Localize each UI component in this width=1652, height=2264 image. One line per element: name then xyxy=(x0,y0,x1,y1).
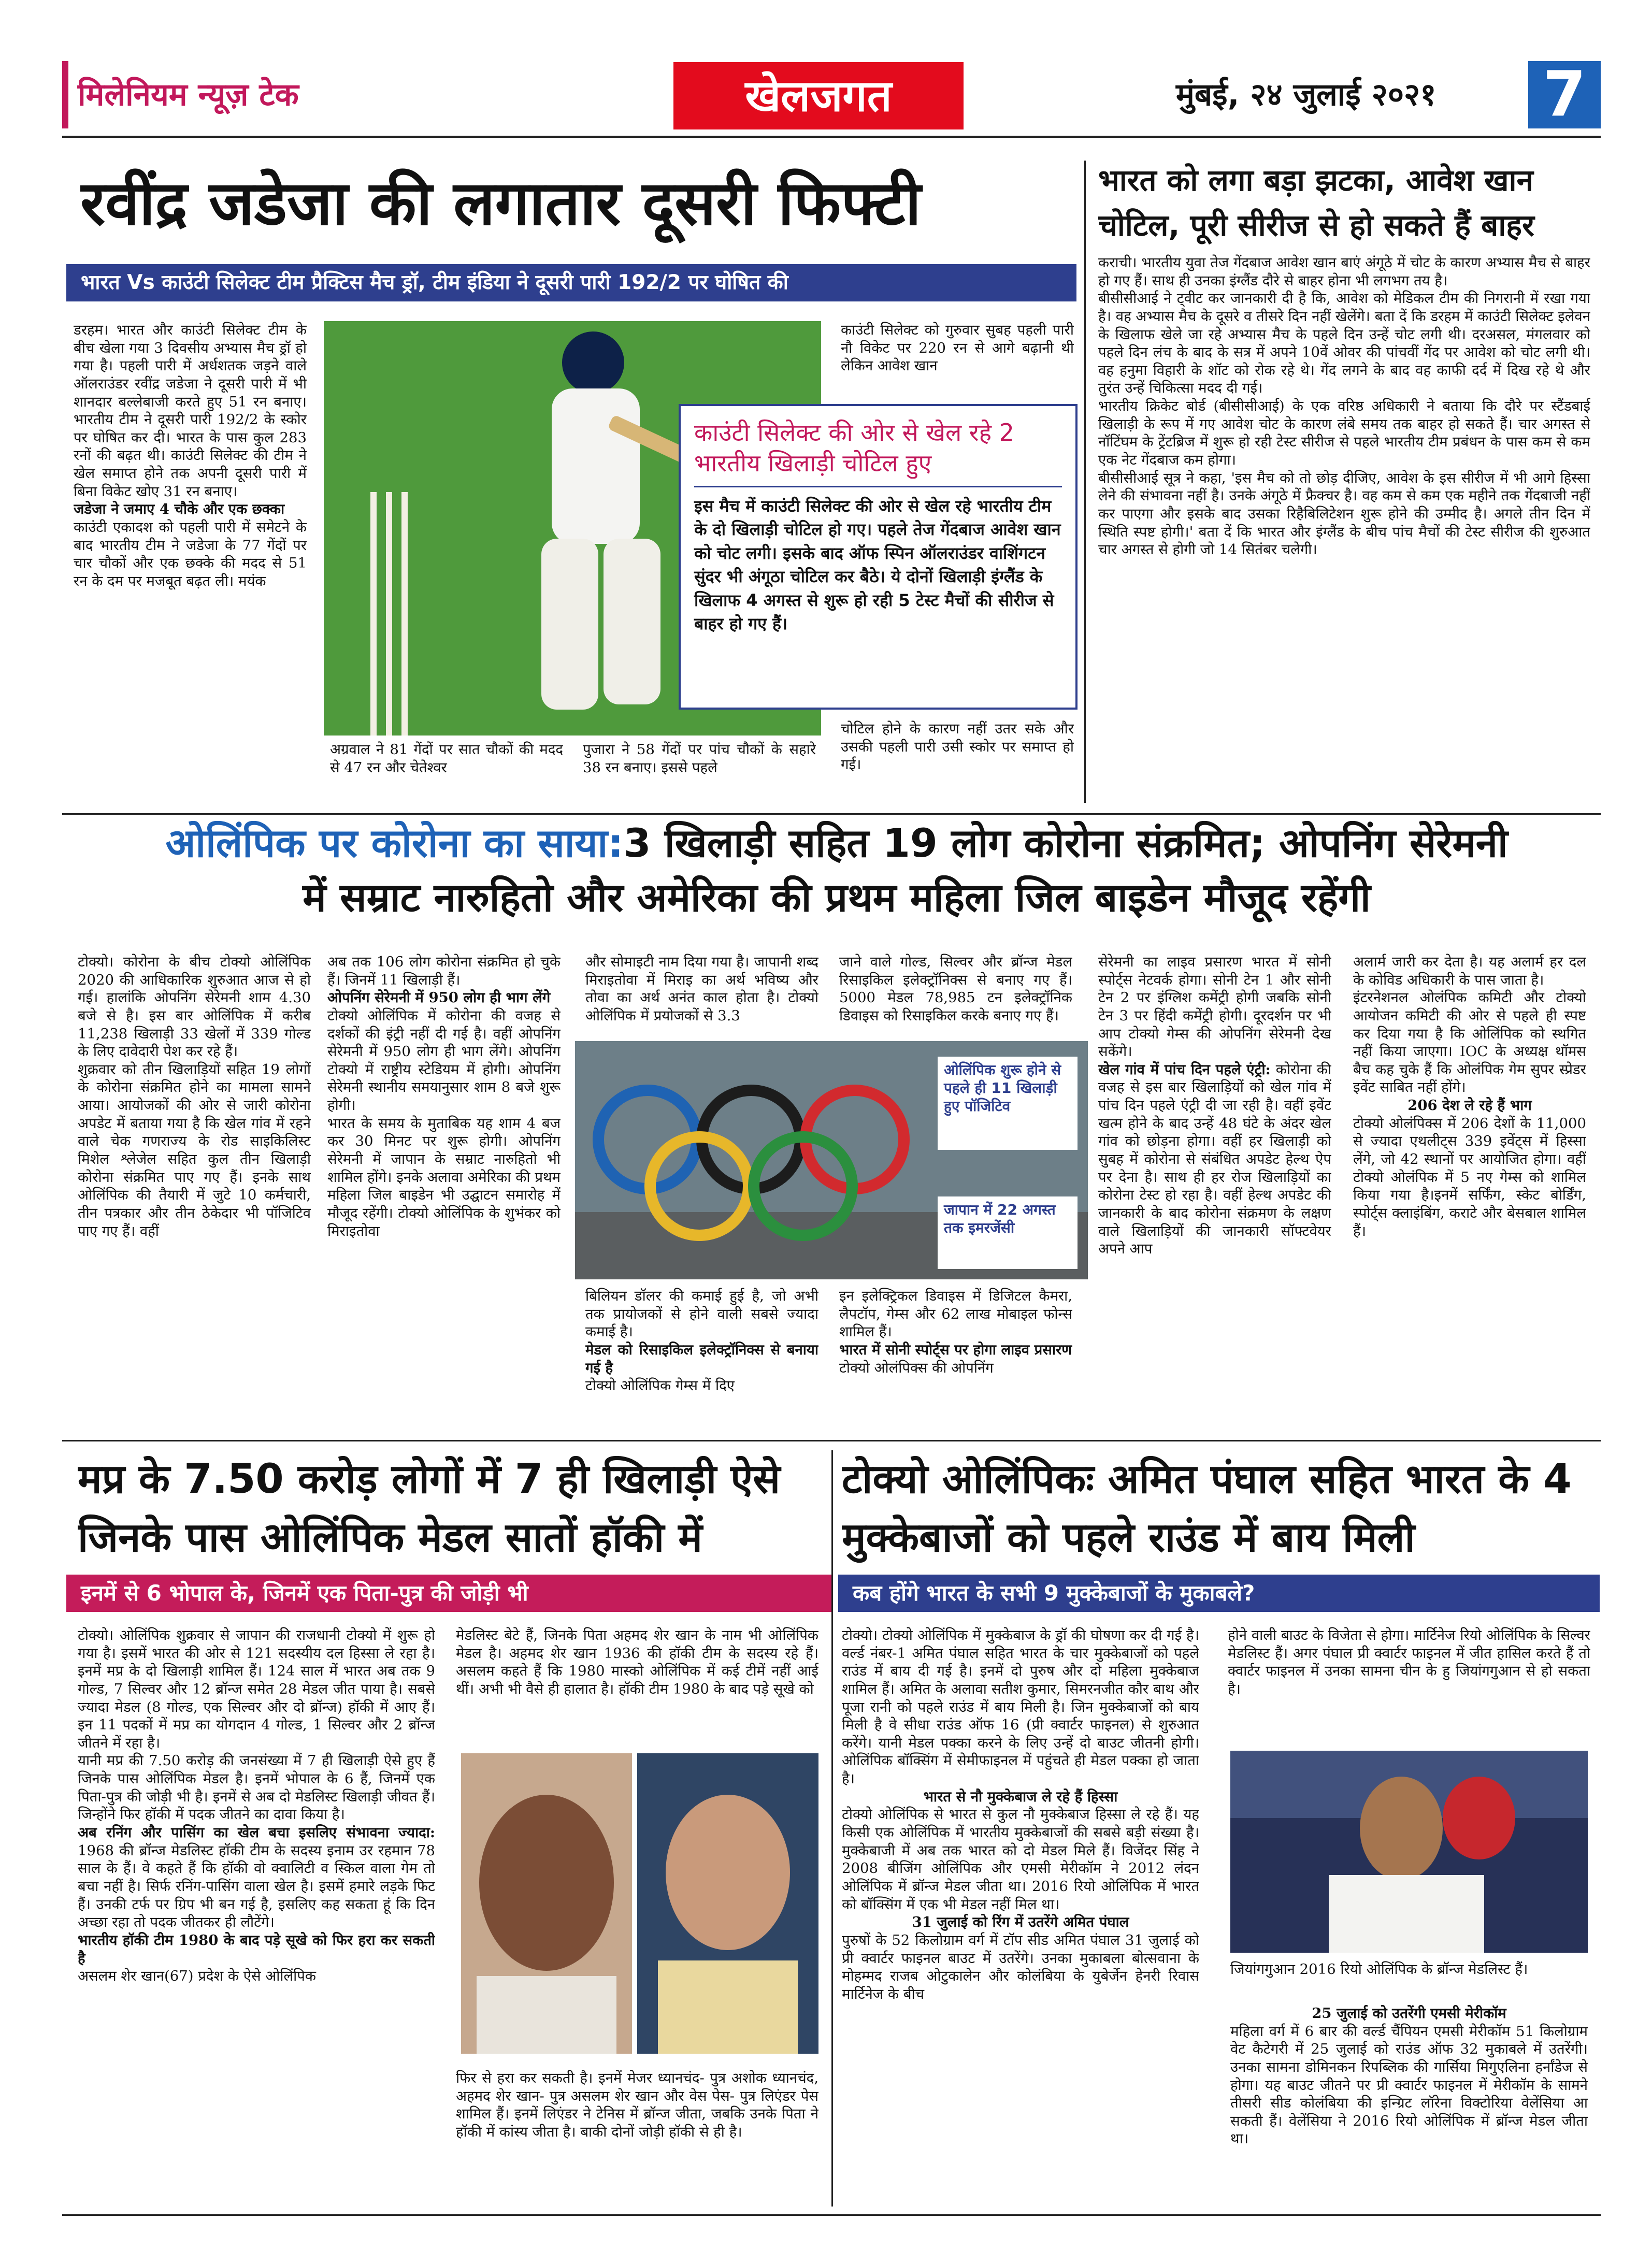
injury-box xyxy=(679,404,1078,710)
story5-col2-top: होने वाली बाउट के विजेता से होगा। मार्टिनेज रियो ओलिंपिक के सिल्वर मेडलिस्ट हैं। अगर पंघाल प्री क्वार्टर फाइनल में जीत हासिल करते हैं तो क्वार्टर फाइनल में उनका सामना चीन के हु जियांगगुआन से हो सकता है। xyxy=(1228,1627,1590,1697)
story3-col4-subhead: भारत में सोनी स्पोर्ट्स पर होगा लाइव प्रसारण xyxy=(839,1341,1072,1358)
story4-col1-subhead2: भारतीय हॉकी टीम 1980 के बाद पड़े सूखे को फिर हरा कर सकती है xyxy=(78,1931,435,1967)
story1-col1-text-b: काउंटी एकादश को पहली पारी में समेटने के बाद भारतीय टीम ने जडेजा के 77 गेंदों पर चार चौकों और एक छक्के की मदद से 51 रन के दम पर मजबूत बढ़त ली। मयंक xyxy=(74,519,307,589)
story5-col1-subhead2: 31 जुलाई को रिंग में उतरेंगे अमित पंघाल xyxy=(912,1914,1129,1931)
story4-col1-text-c: असलम शेर खान(67) प्रदेश के ऐसे ओलिंपिक xyxy=(78,1968,317,1985)
story4-col1 xyxy=(78,1626,435,2207)
story5-photo-caption: जियांगगुआन 2016 रियो ओलिंपिक के ब्रॉन्ज मेडलिस्ट हैं। xyxy=(1230,1961,1528,1978)
story1-subhead: भारत Vs काउंटी सिलेक्ट टीम प्रैक्टिस मैच ड्रॉ, टीम इंडिया ने दूसरी पारी 192/2 पर घोषित की xyxy=(66,264,1076,301)
story1-col1 xyxy=(74,321,307,798)
story4-subhead: इनमें से 6 भोपाल के, जिनमें एक पिता-पुत्र की जोड़ी भी xyxy=(66,1575,833,1612)
masthead-rule xyxy=(62,136,1601,138)
story4-col1-text: टोक्यो। ओलिंपिक शुक्रवार से जापान की राजधानी टोक्यो में शुरू हो गया है। इसमें भारत की ओर से 121 सदस्यीय दल हिस्सा ले रहा है। इनमें मप्र के दो खिलाड़ी शामिल हैं। 124 साल में भारत अब तक 9 गोल्ड, 7 सिल्वर और 12 ब्रॉन्ज समेत 28 मेडल जीत पाया है। सबसे ज्यादा मेडल (8 गोल्ड, एक सिल्वर और दो ब्रॉन्ज) हॉकी में आए हैं। इन 11 पदकों में मप्र का योगदान 4 गोल्ड, 1 सिल्वर और 2 ब्रॉन्ज जीतने में रहा है। यानी मप्र की 7.50 करोड़ की जनसंख्या में 7 ही खिलाड़ी ऐसे हुए हैं जिनके पास ओलिंपिक मेडल है। इनमें भोपाल के 6 हैं, जिनमें एक पिता-पुत्र की जोड़ी भी है। इनमें से अब दो मेडलिस्ट खिलाड़ी जीवत हैं। जिन्होंने फिर हॉकी में पदक जीतने का दावा किया है। xyxy=(78,1627,435,1823)
elder-player-illustration xyxy=(461,1753,632,2054)
story1-col1-subhead: जडेजा ने जमाए 4 चौके और एक छक्का xyxy=(74,501,285,518)
story4-col1-text-b: 1968 की ब्रॉन्ज मेडलिस्ट हॉकी टीम के सदस्य इनाम उर रहमान 78 साल के हैं। वे कहते हैं कि हॉकी वो क्वालिटी व स्किल वाला गेम तो बचा नहीं है। सिर्फ रनिंग-पासिंग वाला खेल है। इसमें हमारे लड़के फिट हैं। उनकी टर्फ पर ग्रिप भी बन गई है, इसलिए कह सकता हूं कि दिन अच्छा रहा तो पदक जीतकर ही लौटेंगे। xyxy=(78,1842,435,1931)
story5-col2-text-b: महिला वर्ग में 6 बार की वर्ल्ड चैंपियन एमसी मेरीकॉम 51 किलोग्राम वेट कैटेगरी में 25 जुलाई को राउंड ऑफ 32 मुकाबले में उतरेंगी। उनका सामना डोमिनकन रिपब्लिक की गार्सिया मिगुएलिना हर्नांडेज से होगा। यह बाउट जीतने पर प्री क्वार्टर फाइनल में मेरीकॉम के सामने तीसरी सीड कोलंबिया की इन्ग्रिट लॉरेना विक्टोरिया वेलेंसिया आ सकती हैं। वेलेंसिया ने 2016 रियो ओलिंपिक में ब्रॉन्ज मेडल जीता था। xyxy=(1230,2023,1588,2147)
injury-box-body: इस मैच में काउंटी सिलेक्ट की ओर से खेल रहे भारतीय टीम के दो खिलाड़ी चोटिल हो गए। पहले तेज गेंदबाज आवेश खान को चोट लगी। इसके बाद ऑफ स्पिन ऑलराउंडर वाशिंगटन सुंदर भी अंगूठा चोटिल कर बैठे। ये दोनों खिलाड़ी इंग्लैंड के खिलाफ 4 अगस्त से शुरू हो रही 5 टेस्ट मैचों की सीरीज से बाहर हो गए हैं। xyxy=(694,496,1061,633)
story3-col3-bottom xyxy=(585,1287,818,1432)
story3-col2-subhead: ओपनिंग सेरेमनी में 950 लोग ही भाग लेंगे xyxy=(327,989,551,1006)
injury-box-headline: काउंटी सिलेक्ट की ओर से खेल रहे 2 भारतीय खिलाड़ी चोटिल हुए xyxy=(694,419,1014,477)
story3-col1: टोक्यो। कोरोना के बीच टोक्यो ओलिंपिक 2020 की आधिकारिक शुरुआत आज से हो गई। हालांकि ओपनिंग सेरेमनी शाम 4.30 बजे से है। इस बार ओलिंपिक में करीब 11,238 खिलाड़ी 33 खेलों में 339 गोल्ड के लिए दावेदारी पेश कर रहे हैं। शुक्रवार को तीन खिलाड़ियों सहित 19 लोगों के कोरोना संक्रमित होने का मामला सामने आया। आयोजकों की ओर से जारी कोरोना अपडेट में बताया गया है कि खेल गांव में रहने वाले चेक गणराज्य के रोड साइकिलिस्ट मिशेल श्लेजेल सहित कुल तीन खिलाड़ी कोरोना संक्रमित पाए गए हैं। इनके साथ ओलिंपिक की तैयारी में जुटे 10 कर्मचारी, तीन पत्रकार और तीन ठेकेदार भी पॉजिटिव पाए गए हैं। वहीं xyxy=(78,954,311,1239)
story3-col3-subhead: मेडल को रिसाइकिल इलेक्ट्रॉनिक्स से बनाया गई है xyxy=(585,1341,818,1376)
story1-col3: पुजारा ने 58 गेंदों पर पांच चौकों के सहारे 38 रन बनाए। इससे पहले xyxy=(583,741,816,776)
story3-col5-text-b: कोरोना की वजह से इस बार खिलाड़ियों को खेल गांव में पांच दिन पहले एंट्री दी जा रही है। वहीं इवेंट खत्म होने के बाद उन्हें 48 घंटे के अंदर खेल गांव को छोड़ना होगा। वहीं हर खिलाड़ी को सुबह में कोरोना से संबंधित अपडेट हेल्थ ऐप पर देना है। साथ ही हर रोज खिलाड़ियों का कोरोना टेस्ट हो रहा है। वहीं हेल्थ अपडेट की जानकारी के बाद कोरोना संक्रमण के लक्षण वाले खिलाड़ियों की जानकारी सॉफ्टवेयर अपने आप xyxy=(1098,1061,1331,1258)
story1-col4-bottom: चोटिल होने के कारण नहीं उतर सके और उसकी पहली पारी उसी स्कोर पर समाप्त हो गई। xyxy=(841,720,1074,773)
story1-col1-text: डरहम। भारत और काउंटी सिलेक्ट टीम के बीच खेला गया 3 दिवसीय अभ्यास मैच ड्रॉ हो गया है। पहली पारी में अर्धशतक जड़ने वाले ऑलराउंडर रवींद्र जडेजा ने दूसरी पारी में भी शानदार बल्लेबाजी करते हुए 51 रन बनाए। भारतीय टीम ने दूसरी पारी 192/2 के स्कोर पर घोषित कर दी। भारत के पास कुल 283 रनों की बढ़त थी। काउंटी सिलेक्ट की टीम ने खेल समाप्त होने तक अपनी दूसरी पारी में बिना विकेट खोए 31 रन बनाए। xyxy=(74,322,307,500)
aslam-sher-khan-illustration xyxy=(637,1753,818,2054)
column-rule xyxy=(1084,161,1086,803)
story4-col1-subhead: अब रनिंग और पासिंग का खेल बचा इसलिए संभावना ज्यादा: xyxy=(78,1824,435,1841)
story5-col2-subhead: 25 जुलाई को उतरेंगी एमसी मेरीकॉम xyxy=(1312,2005,1506,2022)
story3-col6-subhead: 206 देश ले रहे हैं भाग xyxy=(1407,1097,1532,1114)
story3-col3-top: और सोमाइटी नाम दिया गया है। जापानी शब्द मिराइतोवा में मिराइ का अर्थ भविष्य और तोवा का अर्थ अनंत काल होता है। टोक्यो ओलिंपिक में प्रयोजकों से 3.3 xyxy=(585,954,818,1024)
story5-col1-text-b: टोक्यो ओलिंपिक से भारत से कुल नौ मुक्केबाज हिस्सा ले रहे हैं। यह किसी एक ओलिंपिक में भारतीय मुक्केबाजों की सबसे बड़ी संख्या है। मुक्केबाजी में अब तक भारत को दो मेडल मिले हैं। विजेंदर सिंह ने 2008 बीजिंग ओलिंपिक और एमसी मेरीकॉम ने 2012 लंदन ओलिंपिक में ब्रॉन्ज मेडल जीता था। 2016 रियो ओलिंपिक में भारत को बॉक्सिंग में एक भी मेडल नहीं मिल था। xyxy=(842,1806,1199,1913)
boxer-photo xyxy=(1230,1751,1588,1953)
elder-player-photo xyxy=(461,1753,632,2054)
story3-col2-text-b: टोक्यो ओलिंपिक में कोरोना की वजह से दर्शकों की इंट्री नहीं दी गई है। वहीं ओपनिंग सेरेमनी में 950 लोग ही भाग लेंगे। ओपनिंग टोक्यो में राष्ट्रीय स्टेडियम में होगी। ओपनिंग सेरेमनी स्थानीय समयानुसार शाम 8 बजे शुरू होगी। भारत के समय के मुताबिक यह शाम 4 बज कर 30 मिनट पर शुरू होगी। ओपनिंग सेरेमनी में जापान के सम्राट नारुहितो भी शामिल होंगे। इनके अलावा अमेरिका की प्रथम महिला जिल बाइडेन भी उद्घाटन समारोह में मौजूद रहेंगी। टोक्यो ओलिंपिक के शुभंकर को मिराइतोवा xyxy=(327,1007,561,1239)
section-rule-2 xyxy=(62,1440,1601,1441)
story3-headline-line2: में सम्राट नारुहितो और अमेरिका की प्रथम महिला जिल बाइडेन मौजूद रहेंगी xyxy=(303,875,1371,920)
masthead-date: मुंबई, २४ जुलाई २०२१ xyxy=(1176,77,1436,113)
story3-col4-bottom xyxy=(839,1287,1072,1432)
story3-col4-top: जाने वाले गोल्ड, सिल्वर और ब्रॉन्ज मेडल रिसाइकिल इलेक्ट्रॉनिक्स से बनाए गए हैं। 5000 मेडल 78,985 टन इलेक्ट्रॉनिक डिवाइस को रिसाइकिल करके बनाए गए हैं। xyxy=(839,954,1072,1024)
aslam-sher-khan-photo xyxy=(637,1753,818,2054)
story3-headline-rest: 3 खिलाड़ी सहित 19 लोग कोरोना संक्रमित; ओपनिंग सेरेमनी xyxy=(623,821,1508,866)
page-number: 7 xyxy=(1528,61,1601,128)
story3-headline xyxy=(78,821,1596,868)
story4-col2-top: मेडलिस्ट बेटे हैं, जिनके पिता अहमद शेर खान के नाम भी ओलिंपिक मेडल है। अहमद शेर खान 1936 की हॉकी टीम के सदस्य रहे हैं। असलम कहते हैं कि 1980 मास्को ओलिंपिक में कई टीमें नहीं आई थीं। अभी भी वैसे ही हालात है। हॉकी टीम 1980 के बाद पड़े सूखे को xyxy=(456,1627,818,1697)
story3-col5 xyxy=(1098,953,1331,1430)
story1-headline: रवींद्र जडेजा की लगातार दूसरी फिफ्टी xyxy=(80,167,922,239)
section-rule xyxy=(62,813,1601,815)
story5-col1-text: टोक्यो। टोक्यो ओलिंपिक में मुक्केबाज के ड्रॉ की घोषणा कर दी गई है। वर्ल्ड नंबर-1 अमित पंघाल सहित भारत के चार मुक्केबाजों को पहले राउंड में बाय दी गई है। इनमें दो पुरुष और दो महिला मुक्केबाज शामिल हैं। अमित के अलावा सतीश कुमार, सिमरनजीत कौर बाथ और पूजा रानी को पहले राउंड में बाय मिली है। जिन मुक्केबाजों को बाय मिली है वे सीधा राउंड ऑफ 16 (प्री क्वार्टर फाइनल) से शुरुआत करेंगे। यानी मेडल पक्का करने के लिए उन्हें दो बाउट जीतनी होगी। ओलिंपिक बॉक्सिंग में सेमीफाइनल में पहुंचते ही मेडल पक्का हो जाता है। xyxy=(842,1627,1199,1787)
story4-col2-bottom: फिर से हरा कर सकती है। इनमें मेजर ध्यानचंद- पुत्र अशोक ध्यानचंद, अहमद शेर खान- पुत्र असलम शेर खान और वेस पेस- पुत्र लिएंडर पेस शामिल हैं। इनमें लिएंडर ने टेनिस में ब्रॉन्ज जीता, जबकि उनके पिता ने हॉकी में कांस्य जीता है। बाकी दोनों जोड़ी हॉकी से ही है। xyxy=(456,2070,818,2140)
story3-col5-subhead: खेल गांव में पांच दिन पहले एंट्री: xyxy=(1098,1061,1271,1078)
story5-col2-bottom xyxy=(1230,2005,1588,2207)
story3-col3-text-bottom: बिलियन डॉलर की कमाई हुई है, जो अभी तक प्रायोजकों से होने वाली सबसे ज्यादा कमाई है। xyxy=(585,1288,818,1340)
story3-col4-text-b: टोक्यो ओलंपिक्स की ओपनिंग xyxy=(839,1359,994,1376)
page-bottom-rule xyxy=(62,2214,1601,2216)
olympic-rings-photo xyxy=(575,1041,1088,1279)
story4-headline: मप्र के 7.50 करोड़ लोगों में 7 ही खिलाड़ी ऐसे जिनके पास ओलिंपिक मेडल सातों हॉकी में xyxy=(78,1456,781,1562)
story5-col1 xyxy=(842,1626,1199,2207)
story1-col2: अग्रवाल ने 81 गेंदों पर सात चौकों की मदद से 47 रन और चेतेश्वर xyxy=(330,741,563,776)
story5-col1-subhead: भारत से नौ मुक्केबाज ले रहे हैं हिस्सा xyxy=(923,1788,1118,1805)
story3-col2 xyxy=(327,953,561,1430)
story3-col5-text: सेरेमनी का लाइव प्रसारण भारत में सोनी स्पोर्ट्स नेटवर्क होगा। सोनी टेन 1 और सोनी टेन 2 पर इंग्लिश कमेंट्री होगी जबकि सोनी टेन 3 पर हिंदी कमेंट्री होगी। दूरदर्शन पर भी आप टोक्यो गेम्स की ओपनिंग सेरेमनी देख सकेंगे। xyxy=(1098,954,1331,1060)
story3-col6-text-b: टोक्यो ओलंपिक्स में 206 देशों के 11,000 से ज्यादा एथलीट्स 339 इवेंट्स में हिस्सा लेंगे, जो 42 स्थानों पर आयोजित होगा। वहीं टोक्यो ओलंपिक में 5 नए गेम्स को शामिल किया गया है।इनमें सर्फिंग, स्केट बोर्डिंग, स्पोर्ट्स क्लाइंबिंग, कराटे और बेसबाल शामिल हैं। xyxy=(1353,1115,1586,1239)
story5-col1-text-c: पुरुषों के 52 किलोग्राम वर्ग में टॉप सीड अमित पंघाल 31 जुलाई को प्री क्वार्टर फाइनल बाउट में उतरेंगे। उनका मुकाबला बोत्सवाना के मोहम्मद राजब ओटुकालेन और कोलंबिया के युबेर्जेन हेनरी रिवास मार्टिनेज के बीच xyxy=(842,1931,1199,2002)
injury-box-rule xyxy=(694,486,1062,487)
olympic-photo-caption-bottom: जापान में 22 अगस्त तक इमरजेंसी xyxy=(938,1196,1078,1269)
story3-col3-text-b: टोक्यो ओलिंपिक गेम्स में दिए xyxy=(585,1377,735,1394)
story3-col6-text: अलार्म जारी कर देता है। यह अलार्म हर दल के कोविड अधिकारी के पास जाता है। इंटरनेशनल ओलंपिक कमिटी और टोक्यो आयोजन कमिटी की ओर से पहले ही स्पष्ट कर दिया गया है कि ओलिंपिक को स्थगित नहीं किया जाएगा। IOC के अध्यक्ष थॉमस बैच कह चुके हैं कि ओलंपिक गेम सुपर स्प्रेडर इवेंट साबित नहीं होंगे। xyxy=(1353,954,1586,1096)
story3-col6 xyxy=(1353,953,1586,1430)
story2-body: कराची। भारतीय युवा तेज गेंदबाज आवेश खान बाएं अंगूठे में चोट के कारण अभ्यास मैच से बाहर हो गए हैं। साथ ही उनका इंग्लैंड दौरे से बाहर होना भी लगभग तय है। बीसीसीआई ने ट्वीट कर जानकारी दी है कि, आवेश को मेडिकल टीम की निगरानी में रखा गया है। वह अभ्यास मैच के दूसरे व तीसरे दिन नहीं खेलेंगे। बता दें कि डरहम में काउंटी सिलेक्ट इलेवन के खिलाफ खेले जा रहे अभ्यास मैच के पहले दिन उन्हें चोट लगी थी। दरअसल, मंगलवार को पहले दिन लंच के बाद के सत्र में अपने 10वें ओवर की पांचवीं गेंद पर आवेश को चोट लगी थी। वह हनुमा विहारी के शॉट को रोक रहे थे। गेंद लगने के बाद वह काफी दर्द में दिख रहे थे और तुरंत उन्हें चिकित्सा मदद दी गई। भारतीय क्रिकेट बोर्ड (बीसीसीआई) के एक वरिष्ठ अधिकारी ने बताया कि दौरे पर स्टैंडबाई खिलाड़ी के रूप में गए आवेश चोट के कारण लंबे समय तक बाहर हो सकते हैं। चार अगस्त से नॉटिंघम के ट्रेंटब्रिज में शुरू हो रही टेस्ट सीरीज से पहले भारतीय टीम प्रबंधन के पास कम से कम एक नेट गेंदबाज कम होगा। बीसीसीआई सूत्र ने कहा, 'इस मैच को तो छोड़ दीजिए, आवेश के इस सीरीज में भी आगे हिस्सा लेने की संभावना नहीं है। उनके अंगूठे में फ्रैक्चर है। वह कम से कम एक महीने तक गेंदबाजी नहीं कर पाएगा और इसके बाद उसका रिहैबिलिटेशन शुरू होने की उम्मीद है। अगले तीन दिन में स्थिति स्पष्ट होगी।' बता दें कि भारत और इंग्लैंड के बीच पांच मैचों की टेस्ट सीरीज की शुरुआत चार अगस्त से होगी जो 14 सितंबर चलेगी। xyxy=(1098,254,1590,558)
story3-col2-text: अब तक 106 लोग कोरोना संक्रमित हो चुके हैं। जिनमें 11 खिलाड़ी हैं। xyxy=(327,954,561,988)
story3-col4-text-bottom: इन इलेक्ट्रिकल डिवाइस में डिजिटल कैमरा, लैपटॉप, गेम्स और 62 लाख मोबाइल फोन्स शामिल हैं। xyxy=(839,1288,1072,1340)
section-title: खेलजगत xyxy=(673,62,964,129)
story1-col4-top: काउंटी सिलेक्ट को गुरुवार सुबह पहली पारी नौ विकेट पर 220 रन से आगे बढ़ानी थी लेकिन आवेश खान xyxy=(841,322,1074,374)
column-rule-2 xyxy=(831,1450,833,2207)
story3-headline-lead: ओलिंपिक पर कोरोना का साया: xyxy=(165,821,624,866)
story5-headline: टोक्यो ओलिंपिकः अमित पंघाल सहित भारत के 4 मुक्केबाजों को पहले राउंड में बाय मिली xyxy=(842,1456,1572,1562)
olympic-photo-caption-top: ओलिंपिक शुरू होने से पहले ही 11 खिलाड़ी हुए पॉजिटिव xyxy=(938,1057,1078,1150)
masthead-brand: मिलेनियम न्यूज़ टेक xyxy=(62,61,373,128)
story5-subhead: कब होंगे भारत के सभी 9 मुक्केबाजों के मुकाबले? xyxy=(838,1575,1600,1612)
story2-headline: भारत को लगा बड़ा झटका, आवेश खान चोटिल, पूरी सीरीज से हो सकते हैं बाहर xyxy=(1098,163,1534,243)
boxer-illustration xyxy=(1230,1751,1588,1953)
